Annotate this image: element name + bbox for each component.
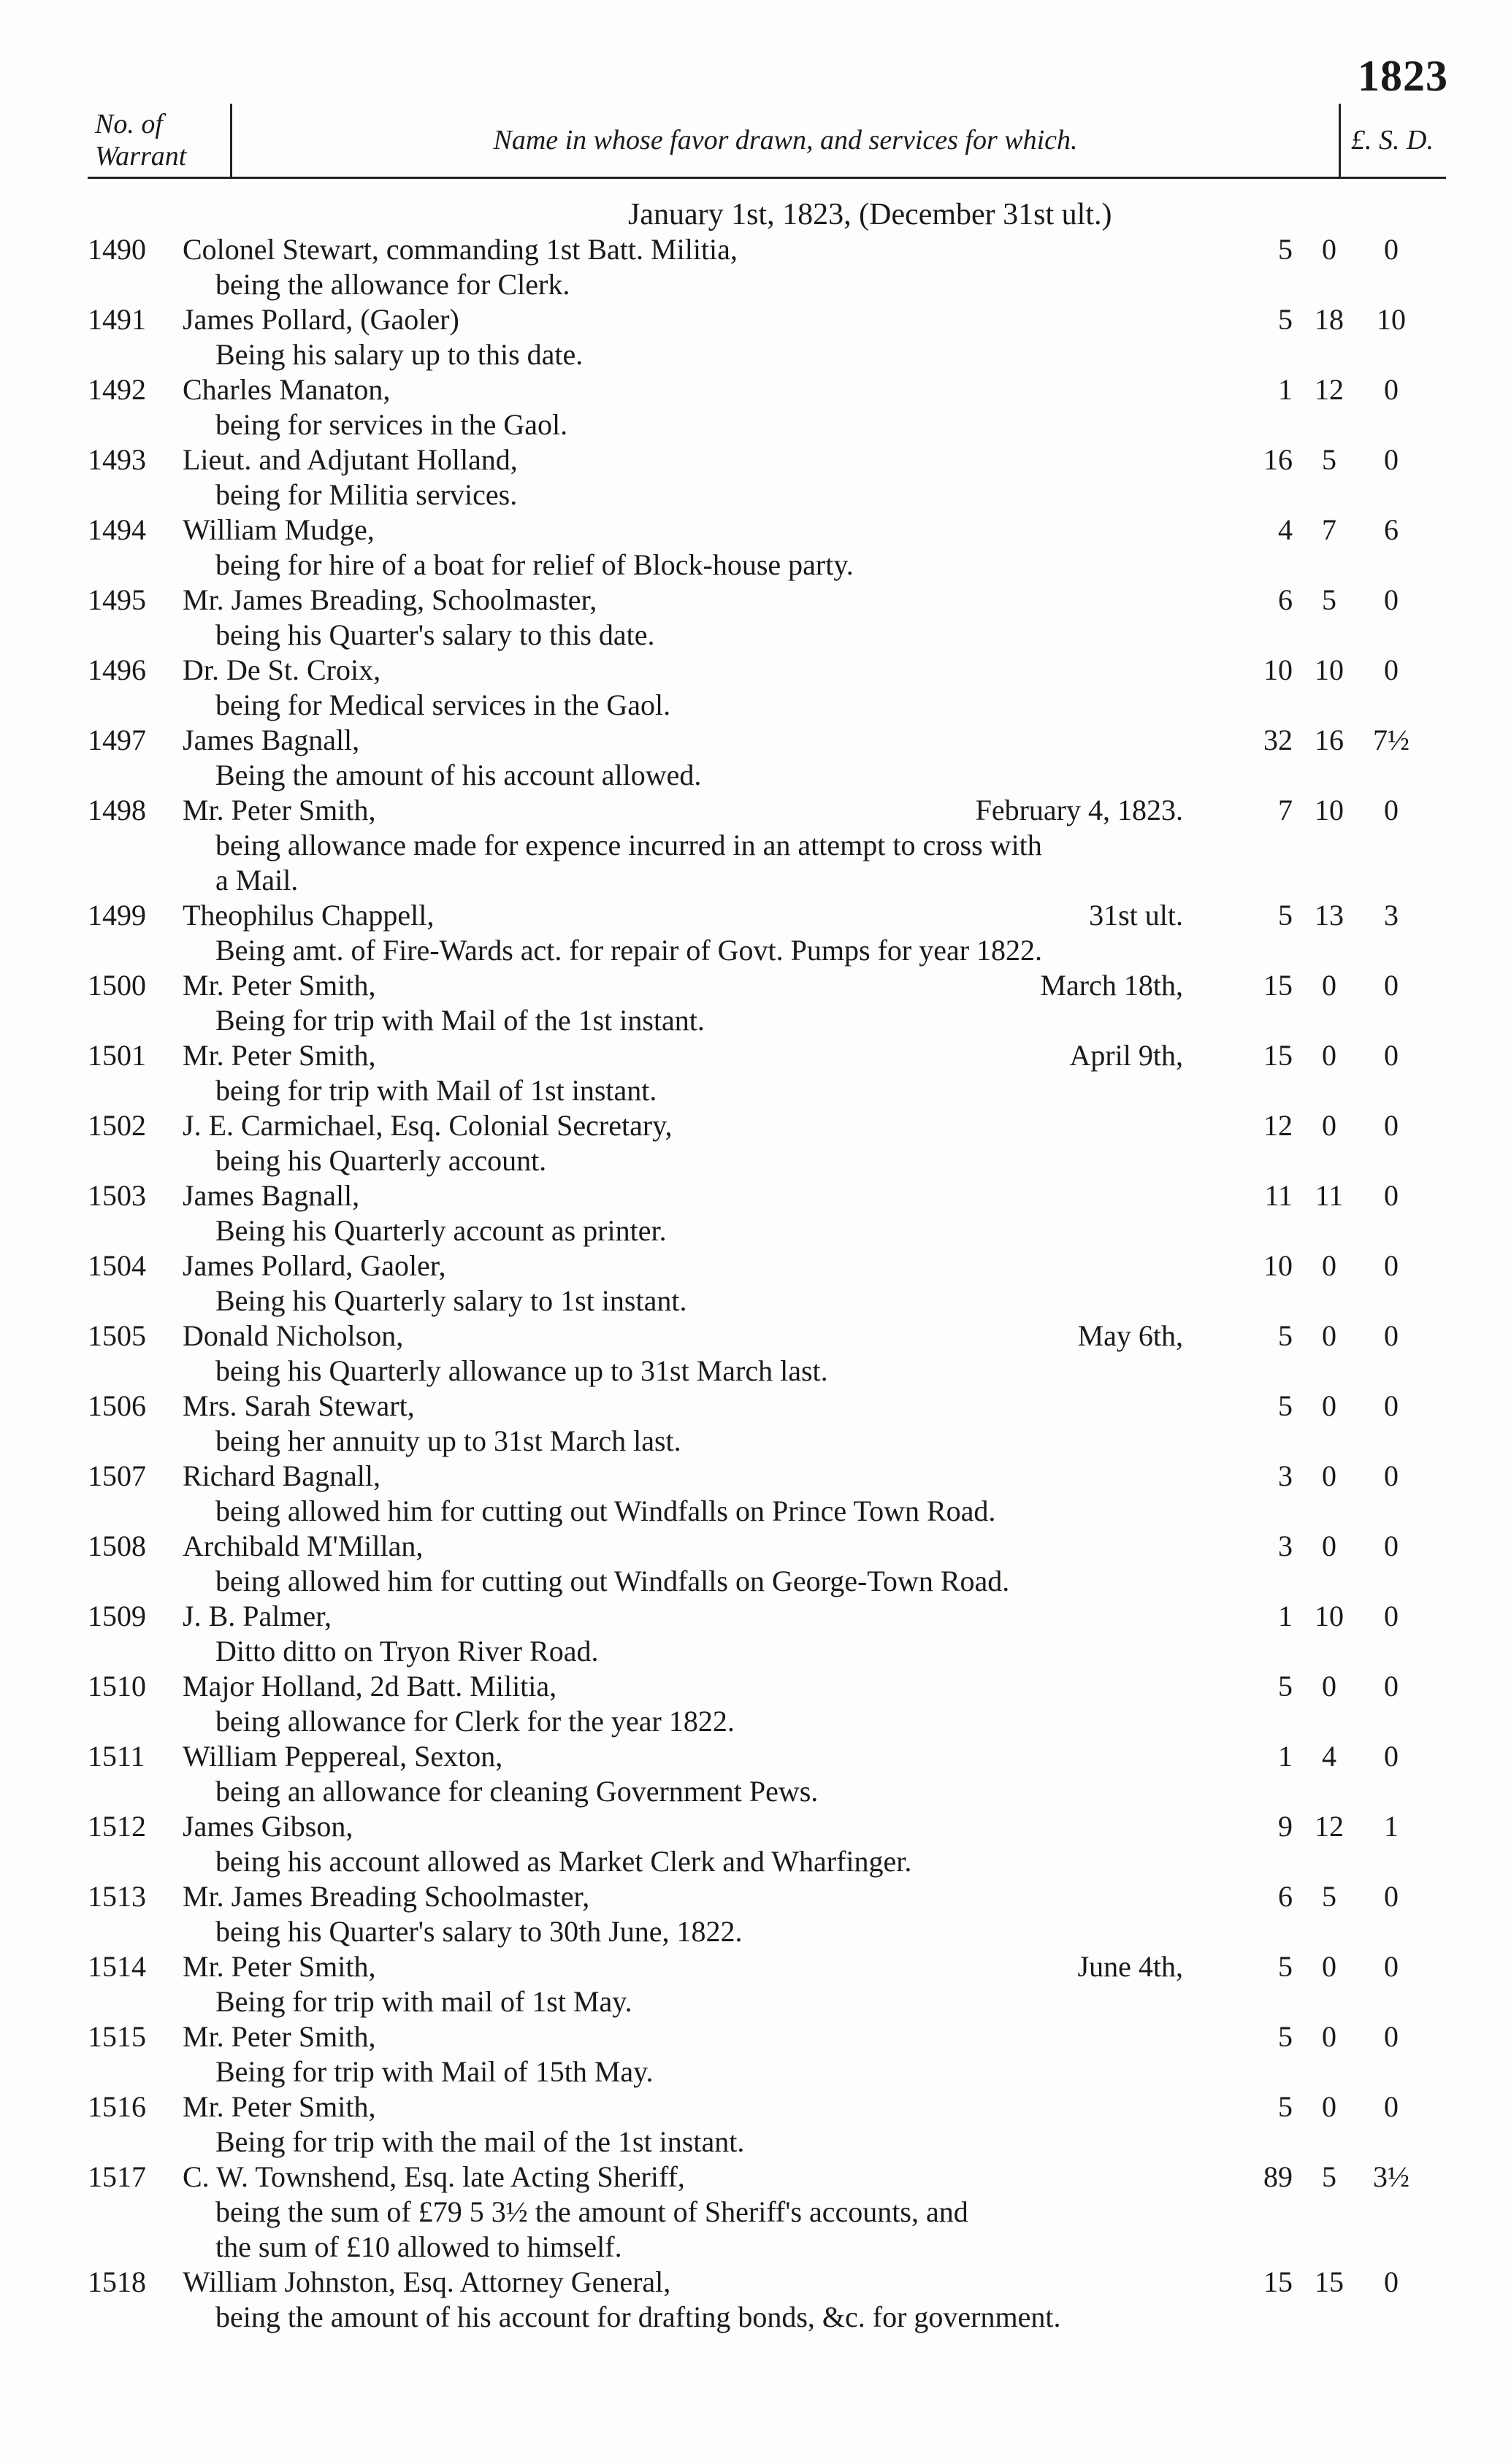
amount-shillings: 11 — [1315, 1179, 1344, 1212]
ledger-header — [88, 104, 1446, 179]
service-description: the sum of £10 allowed to himself. — [215, 2230, 622, 2263]
amount-pence: 0 — [1384, 2090, 1399, 2123]
ledger-entry — [88, 442, 1417, 513]
amount-column-header: £. S. D. — [1351, 125, 1434, 156]
payee-name: Dr. De St. Croix, — [183, 653, 381, 686]
amount-pounds: 5 — [1278, 1950, 1293, 1983]
warrant-number: 1496 — [88, 653, 146, 686]
amount — [1212, 1809, 1417, 1844]
amount-pounds: 9 — [1278, 1810, 1293, 1843]
amount — [1212, 1108, 1417, 1143]
amount-pence: 0 — [1384, 653, 1399, 686]
payee-name: James Pollard, (Gaoler) — [183, 303, 459, 336]
payee-name: Mrs. Sarah Stewart, — [183, 1389, 415, 1422]
amount — [1212, 1038, 1417, 1073]
entry-main-line — [88, 2019, 1417, 2054]
payee-name: William Mudge, — [183, 513, 375, 546]
amount — [1212, 1178, 1417, 1213]
amount-shillings: 10 — [1315, 653, 1344, 686]
amount-pounds: 5 — [1278, 303, 1293, 336]
amount-shillings: 0 — [1322, 1319, 1336, 1352]
service-description: being allowance for Clerk for the year 1822. — [215, 1705, 735, 1738]
ledger-entry — [88, 898, 1417, 968]
service-description: a Mail. — [215, 864, 299, 897]
warrant-number: 1492 — [88, 373, 146, 406]
amount-shillings: 0 — [1322, 1950, 1336, 1983]
entry-date-note: April 9th, — [1069, 1039, 1183, 1072]
amount — [1212, 2160, 1417, 2195]
payee-name: Mr. Peter Smith, — [183, 1950, 376, 1983]
service-description: being his Quarterly account. — [215, 1144, 547, 1177]
amount-pence: 0 — [1384, 373, 1399, 406]
amount — [1212, 442, 1417, 477]
warrant-number: 1494 — [88, 513, 146, 546]
ledger-entry — [88, 1739, 1417, 1809]
entry-main-line — [88, 232, 1417, 267]
service-description: being allowance made for expence incurred in an attempt to cross with — [215, 829, 1042, 861]
warrant-number: 1510 — [88, 1670, 146, 1703]
amount-pence: 0 — [1384, 1670, 1399, 1703]
amount-shillings: 12 — [1315, 373, 1344, 406]
amount-shillings: 16 — [1315, 724, 1344, 756]
entry-main-line — [88, 2160, 1417, 2195]
amount-pounds: 5 — [1278, 233, 1293, 266]
payee-name: James Bagnall, — [183, 724, 360, 756]
service-description: Being for trip with Mail of 15th May. — [215, 2055, 654, 2088]
payee-name: J. E. Carmichael, Esq. Colonial Secretary, — [183, 1109, 673, 1142]
amount-pence: 10 — [1377, 303, 1406, 336]
amount-pence: 0 — [1384, 1319, 1399, 1352]
entry-main-line — [88, 1949, 1417, 1984]
warrant-number: 1493 — [88, 443, 146, 476]
ledger-entry — [88, 583, 1417, 653]
amount-shillings: 0 — [1322, 1459, 1336, 1492]
amount-pounds: 1 — [1278, 373, 1293, 406]
amount-shillings: 5 — [1322, 583, 1336, 616]
entry-main-line — [88, 1319, 1417, 1354]
payee-name: Mr. Peter Smith, — [183, 2090, 376, 2123]
entry-main-line — [88, 2089, 1417, 2125]
amount-pounds: 1 — [1278, 1740, 1293, 1773]
amount-pounds: 6 — [1278, 1880, 1293, 1913]
entry-main-line — [88, 1459, 1417, 1494]
payee-name: J. B. Palmer, — [183, 1600, 332, 1632]
ledger-entry — [88, 793, 1417, 898]
service-description: Being amt. of Fire-Wards act. for repair of Govt. Pumps for year 1822. — [215, 934, 1043, 967]
warrant-number: 1507 — [88, 1459, 146, 1492]
amount-pounds: 1 — [1278, 1600, 1293, 1632]
amount-shillings: 18 — [1315, 303, 1344, 336]
amount-pounds: 10 — [1263, 653, 1293, 686]
amount-pence: 0 — [1384, 1179, 1399, 1212]
ledger-entry — [88, 1389, 1417, 1459]
amount-pence: 0 — [1384, 1039, 1399, 1072]
payee-name: William Peppereal, Sexton, — [183, 1740, 503, 1773]
amount — [1212, 1599, 1417, 1634]
amount-pounds: 5 — [1278, 1670, 1293, 1703]
amount-shillings: 13 — [1315, 899, 1344, 932]
service-description: being his account allowed as Market Clerk and Wharfinger. — [215, 1845, 912, 1878]
entry-main-line — [88, 1739, 1417, 1774]
amount-shillings: 0 — [1322, 1389, 1336, 1422]
payee-name: C. W. Townshend, Esq. late Acting Sheriff, — [183, 2160, 685, 2193]
warrant-number: 1502 — [88, 1109, 146, 1142]
amount-shillings: 7 — [1322, 513, 1336, 546]
ledger-entry — [88, 653, 1417, 723]
ledger-entry — [88, 2265, 1417, 2335]
amount-pence: 0 — [1384, 1600, 1399, 1632]
warrant-number: 1497 — [88, 724, 146, 756]
warrant-number: 1501 — [88, 1039, 146, 1072]
entry-main-line — [88, 1038, 1417, 1073]
amount-pounds: 4 — [1278, 513, 1293, 546]
warrant-number: 1514 — [88, 1950, 146, 1983]
service-description: being the amount of his account for drafting bonds, &c. for government. — [215, 2300, 1061, 2333]
warrant-number: 1518 — [88, 2265, 146, 2298]
amount-pounds: 15 — [1263, 1039, 1293, 1072]
service-description: being allowed him for cutting out Windfalls on George-Town Road. — [215, 1565, 1010, 1597]
amount-pounds: 11 — [1264, 1179, 1293, 1212]
amount-shillings: 0 — [1322, 1530, 1336, 1562]
entry-main-line — [88, 442, 1417, 477]
service-description: being for Medical services in the Gaol. — [215, 688, 671, 721]
amount-pounds: 3 — [1278, 1530, 1293, 1562]
date-heading: January 1st, 1823, (December 31st ult.) — [628, 198, 1112, 231]
amount-pence: 0 — [1384, 2020, 1399, 2053]
entry-date-note: May 6th, — [1077, 1319, 1183, 1352]
amount-shillings: 0 — [1322, 1109, 1336, 1142]
amount-pounds: 15 — [1263, 2265, 1293, 2298]
entry-main-line — [88, 513, 1417, 548]
entry-main-line — [88, 1529, 1417, 1564]
amount-shillings: 0 — [1322, 1039, 1336, 1072]
amount — [1212, 302, 1417, 337]
name-column-header: Name in whose favor drawn, and services for which. — [232, 104, 1341, 177]
warrant-header-line2: Warrant — [95, 141, 187, 172]
amount — [1212, 793, 1417, 828]
payee-name: Colonel Stewart, commanding 1st Batt. Militia, — [183, 233, 738, 266]
warrant-number: 1500 — [88, 969, 146, 1002]
payee-name: James Bagnall, — [183, 1179, 360, 1212]
service-description: Ditto ditto on Tryon River Road. — [215, 1635, 599, 1667]
entry-main-line — [88, 1178, 1417, 1213]
payee-name: Mr. Peter Smith, — [183, 794, 376, 826]
amount — [1212, 653, 1417, 688]
ledger-entry — [88, 372, 1417, 442]
amount — [1212, 583, 1417, 618]
service-description: being his Quarter's salary to this date. — [215, 618, 655, 651]
payee-name: Theophilus Chappell, — [183, 899, 435, 932]
warrant-column-header — [88, 104, 232, 177]
ledger-entry — [88, 2160, 1417, 2265]
ledger-entry — [88, 1038, 1417, 1108]
service-description: being allowed him for cutting out Windfalls on Prince Town Road. — [215, 1494, 996, 1527]
service-description: Being for trip with mail of 1st May. — [215, 1985, 632, 2018]
amount-pounds: 15 — [1263, 969, 1293, 1002]
amount-shillings: 5 — [1322, 443, 1336, 476]
warrant-number: 1516 — [88, 2090, 146, 2123]
ledger-entry — [88, 1459, 1417, 1529]
amount-pounds: 12 — [1263, 1109, 1293, 1142]
amount-pence: 3½ — [1373, 2160, 1409, 2193]
amount-pounds: 10 — [1263, 1249, 1293, 1282]
ledger-entry — [88, 1319, 1417, 1389]
amount-pounds: 7 — [1278, 794, 1293, 826]
amount-pence: 6 — [1384, 513, 1399, 546]
service-description: being her annuity up to 31st March last. — [215, 1424, 681, 1457]
payee-name: James Gibson, — [183, 1810, 353, 1843]
amount-pounds: 6 — [1278, 583, 1293, 616]
ledger-entry — [88, 1669, 1417, 1739]
payee-name: Mr. Peter Smith, — [183, 2020, 376, 2053]
entry-main-line — [88, 1108, 1417, 1143]
amount — [1212, 1669, 1417, 1704]
entry-date-note: March 18th, — [1040, 969, 1183, 1002]
entry-main-line — [88, 1389, 1417, 1424]
amount-pounds: 16 — [1263, 443, 1293, 476]
amount-pence: 0 — [1384, 1109, 1399, 1142]
payee-name: Mr. Peter Smith, — [183, 969, 376, 1002]
service-description: Being his Quarterly account as printer. — [215, 1214, 667, 1247]
warrant-number: 1515 — [88, 2020, 146, 2053]
payee-name: Mr. James Breading Schoolmaster, — [183, 1880, 590, 1913]
amount-pence: 0 — [1384, 2265, 1399, 2298]
entry-main-line — [88, 1669, 1417, 1704]
ledger-entry — [88, 1178, 1417, 1248]
amount-pounds: 5 — [1278, 2020, 1293, 2053]
amount-shillings: 5 — [1322, 1880, 1336, 1913]
service-description: Being for trip with Mail of the 1st instant. — [215, 1004, 705, 1037]
payee-name: William Johnston, Esq. Attorney General, — [183, 2265, 671, 2298]
service-description: being his Quarter's salary to 30th June, 1822. — [215, 1915, 743, 1948]
amount-shillings: 12 — [1315, 1810, 1344, 1843]
service-description: Being his Quarterly salary to 1st instant. — [215, 1284, 687, 1317]
ledger-entry — [88, 2019, 1417, 2089]
ledger-entry — [88, 1949, 1417, 2019]
amount-pounds: 32 — [1263, 724, 1293, 756]
amount-shillings: 0 — [1322, 1249, 1336, 1282]
payee-name: Charles Manaton, — [183, 373, 391, 406]
amount — [1212, 1389, 1417, 1424]
amount-shillings: 0 — [1322, 233, 1336, 266]
ledger-entry — [88, 1809, 1417, 1879]
amount-shillings: 4 — [1322, 1740, 1336, 1773]
warrant-number: 1491 — [88, 303, 146, 336]
ledger-entry — [88, 232, 1417, 302]
ledger-entry — [88, 968, 1417, 1038]
payee-name: Lieut. and Adjutant Holland, — [183, 443, 518, 476]
amount — [1212, 1319, 1417, 1354]
warrant-number: 1517 — [88, 2160, 146, 2193]
warrant-number: 1495 — [88, 583, 146, 616]
ledger-entry — [88, 302, 1417, 372]
ledger-entries — [88, 232, 1417, 2335]
ledger-entry — [88, 513, 1417, 583]
entry-date-note: 31st ult. — [1089, 899, 1183, 932]
amount-shillings: 0 — [1322, 1670, 1336, 1703]
warrant-number: 1509 — [88, 1600, 146, 1632]
amount-pence: 0 — [1384, 1530, 1399, 1562]
amount — [1212, 232, 1417, 267]
amount — [1212, 2019, 1417, 2054]
amount-pence: 0 — [1384, 1389, 1399, 1422]
warrant-number: 1513 — [88, 1880, 146, 1913]
amount-pence: 1 — [1384, 1810, 1399, 1843]
entry-main-line — [88, 372, 1417, 407]
amount-shillings: 10 — [1315, 1600, 1344, 1632]
entry-main-line — [88, 1248, 1417, 1283]
amount-pence: 0 — [1384, 233, 1399, 266]
amount — [1212, 372, 1417, 407]
ledger-entry — [88, 1108, 1417, 1178]
ledger-entry — [88, 1599, 1417, 1669]
service-description: being an allowance for cleaning Government Pews. — [215, 1775, 819, 1808]
amount-shillings: 0 — [1322, 2090, 1336, 2123]
amount-pounds: 5 — [1278, 899, 1293, 932]
warrant-number: 1490 — [88, 233, 146, 266]
page-year: 1823 — [1358, 52, 1448, 100]
service-description: Being the amount of his account allowed. — [215, 759, 702, 791]
entry-main-line — [88, 583, 1417, 618]
ledger-entry — [88, 723, 1417, 793]
amount — [1212, 1739, 1417, 1774]
service-description: being for trip with Mail of 1st instant. — [215, 1074, 657, 1107]
amount — [1212, 1879, 1417, 1914]
amount — [1212, 898, 1417, 933]
entry-main-line — [88, 1599, 1417, 1634]
amount — [1212, 1248, 1417, 1283]
amount-pounds: 3 — [1278, 1459, 1293, 1492]
amount — [1212, 968, 1417, 1003]
amount — [1212, 2089, 1417, 2125]
amount — [1212, 2265, 1417, 2300]
warrant-number: 1506 — [88, 1389, 146, 1422]
amount-shillings: 5 — [1322, 2160, 1336, 2193]
amount-pence: 0 — [1384, 1740, 1399, 1773]
warrant-number: 1504 — [88, 1249, 146, 1282]
amount-pounds: 5 — [1278, 1319, 1293, 1352]
entry-main-line — [88, 302, 1417, 337]
service-description: being the sum of £79 5 3½ the amount of Sheriff's accounts, and — [215, 2195, 968, 2228]
amount-pence: 0 — [1384, 969, 1399, 1002]
amount-pence: 0 — [1384, 794, 1399, 826]
amount-shillings: 0 — [1322, 969, 1336, 1002]
amount — [1212, 1949, 1417, 1984]
payee-name: Archibald M'Millan, — [183, 1530, 424, 1562]
payee-name: Mr. Peter Smith, — [183, 1039, 376, 1072]
payee-name: Mr. James Breading, Schoolmaster, — [183, 583, 597, 616]
amount-pence: 0 — [1384, 443, 1399, 476]
entry-main-line — [88, 793, 1417, 828]
service-description: being for Militia services. — [215, 478, 518, 511]
warrant-header-line1: No. of — [95, 109, 163, 139]
service-description: being his Quarterly allowance up to 31st March last. — [215, 1354, 828, 1387]
service-description: Being for trip with the mail of the 1st instant. — [215, 2125, 745, 2158]
warrant-number: 1499 — [88, 899, 146, 932]
warrant-number: 1505 — [88, 1319, 146, 1352]
amount-pence: 0 — [1384, 1459, 1399, 1492]
amount — [1212, 513, 1417, 548]
warrant-number: 1512 — [88, 1810, 146, 1843]
amount-shillings: 0 — [1322, 2020, 1336, 2053]
amount-pounds: 89 — [1263, 2160, 1293, 2193]
ledger-entry — [88, 1529, 1417, 1599]
entry-date-note: June 4th, — [1077, 1950, 1183, 1983]
service-description: being the allowance for Clerk. — [215, 268, 570, 301]
warrant-number: 1503 — [88, 1179, 146, 1212]
service-description: being for services in the Gaol. — [215, 408, 568, 441]
payee-name: Richard Bagnall, — [183, 1459, 381, 1492]
entry-date-note: February 4, 1823. — [975, 794, 1183, 826]
entry-main-line — [88, 2265, 1417, 2300]
warrant-number: 1511 — [88, 1740, 145, 1773]
amount — [1212, 723, 1417, 758]
entry-main-line — [88, 1809, 1417, 1844]
amount-pounds: 5 — [1278, 1389, 1293, 1422]
ledger-entry — [88, 2089, 1417, 2160]
amount — [1212, 1529, 1417, 1564]
amount-shillings: 15 — [1315, 2265, 1344, 2298]
amount-pounds: 5 — [1278, 2090, 1293, 2123]
payee-name: Donald Nicholson, — [183, 1319, 404, 1352]
entry-main-line — [88, 653, 1417, 688]
entry-main-line — [88, 723, 1417, 758]
service-description: Being his salary up to this date. — [215, 338, 584, 371]
service-description: being for hire of a boat for relief of Block-house party. — [215, 548, 854, 581]
amount-shillings: 10 — [1315, 794, 1344, 826]
warrant-number: 1498 — [88, 794, 146, 826]
amount-pence: 0 — [1384, 1950, 1399, 1983]
amount-pence: 0 — [1384, 1880, 1399, 1913]
payee-name: James Pollard, Gaoler, — [183, 1249, 446, 1282]
entry-main-line — [88, 1879, 1417, 1914]
amount-pence: 0 — [1384, 1249, 1399, 1282]
amount — [1212, 1459, 1417, 1494]
amount-pence: 0 — [1384, 583, 1399, 616]
warrant-number: 1508 — [88, 1530, 146, 1562]
payee-name: Major Holland, 2d Batt. Militia, — [183, 1670, 557, 1703]
amount-pence: 7½ — [1373, 724, 1409, 756]
entry-main-line — [88, 968, 1417, 1003]
ledger-entry — [88, 1248, 1417, 1319]
amount-pence: 3 — [1384, 899, 1399, 932]
ledger-entry — [88, 1879, 1417, 1949]
entry-main-line — [88, 898, 1417, 933]
